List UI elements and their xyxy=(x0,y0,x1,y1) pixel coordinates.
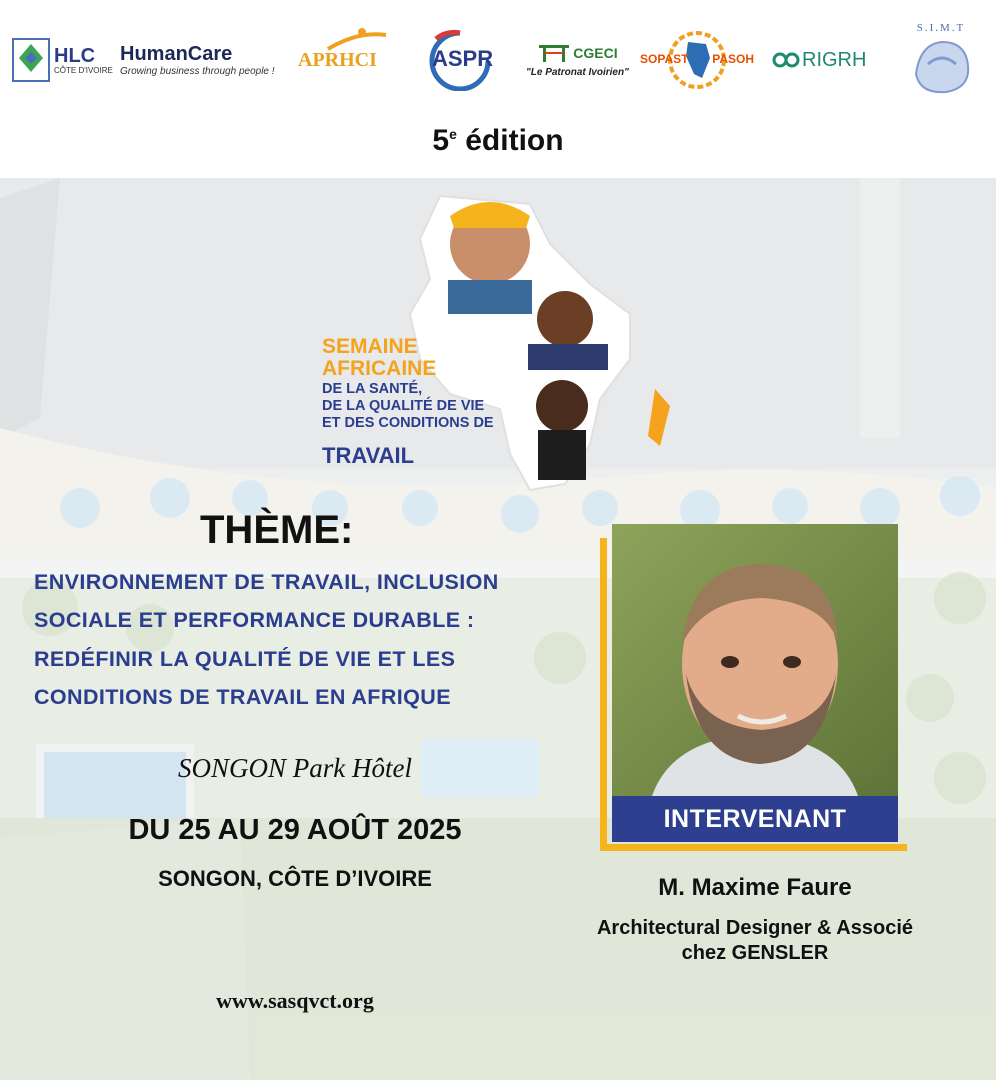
edition-label xyxy=(0,124,996,158)
cgeci-gate-icon xyxy=(537,43,571,63)
pasoh-name: PASOH xyxy=(712,52,754,66)
hlc-emblem-icon xyxy=(12,38,50,82)
sponsor-logo-strip xyxy=(0,0,996,110)
event-dates: DU 25 AU 29 AOÛT 2025 xyxy=(128,814,462,846)
edition-number: 5 xyxy=(432,124,450,157)
theme-line-3: REDÉFINIR LA QUALITÉ DE VIE ET LES xyxy=(34,647,456,671)
cgeci-tagline: "Le Patronat Ivoirien" xyxy=(526,66,629,78)
humancare-tagline: Growing business through people ! xyxy=(120,66,275,77)
aspr-name: ASPR xyxy=(432,46,494,71)
website-link[interactable]: www.sasqvct.org xyxy=(216,988,374,1013)
rigrh-logo xyxy=(772,30,866,90)
aprhci-figure-icon xyxy=(318,27,388,51)
aprhci-name: APRHCI xyxy=(298,48,377,71)
theme-line-4: CONDITIONS DE TRAVAIL EN AFRIQUE xyxy=(34,685,451,709)
event-city: SONGON, CÔTE D’IVOIRE xyxy=(158,866,432,891)
edition-suffix: e xyxy=(449,126,457,142)
theme-title: THÈME: xyxy=(200,508,354,552)
simt-name: S.I.M.T xyxy=(916,22,966,34)
theme-line-2: SOCIALE ET PERFORMANCE DURABLE : xyxy=(34,608,475,632)
hlc-name: HLC xyxy=(54,44,96,67)
aspr-logo xyxy=(420,30,500,90)
aprhci-logo xyxy=(298,30,377,90)
speaker-role-line2: chez GENSLER xyxy=(681,942,829,964)
speaker-photo xyxy=(612,524,898,796)
event-logo-subtitle xyxy=(322,381,494,432)
humancare-logo xyxy=(120,30,275,90)
rigrh-loop-icon xyxy=(772,50,800,70)
humancare-name: HumanCare xyxy=(120,43,233,65)
event-logo-title xyxy=(322,336,436,380)
hlc-logo xyxy=(12,30,113,90)
event-logo-line1: SEMAINE xyxy=(322,335,418,358)
speaker-role xyxy=(540,916,970,966)
event-logo-line5: ET DES CONDITIONS DE xyxy=(322,415,494,431)
hlc-sub: CÔTE D'IVOIRE xyxy=(54,65,113,75)
event-logo-line6: TRAVAIL xyxy=(322,443,415,468)
event-logo-line4: DE LA QUALITÉ DE VIE xyxy=(322,398,485,414)
speaker-band: INTERVENANT xyxy=(612,796,898,842)
speaker-portrait-illustration xyxy=(612,524,898,796)
event-logo-line2: AFRICAINE xyxy=(322,357,437,380)
sopast-name: SOPAST xyxy=(640,52,689,66)
event-logo-line3: DE LA SANTÉ, xyxy=(322,381,423,397)
rigrh-name: RIGRH xyxy=(802,48,867,71)
edition-word: édition xyxy=(465,124,564,157)
theme-line-1: ENVIRONNEMENT DE TRAVAIL, INCLUSION xyxy=(34,570,499,594)
cgeci-name: CGECI xyxy=(573,44,618,61)
simt-logo xyxy=(906,22,976,98)
simt-figure-icon xyxy=(906,34,976,96)
venue-name: SONGON Park Hôtel xyxy=(178,753,412,783)
cgeci-logo xyxy=(526,30,629,90)
speaker-role-line1: Architectural Designer & Associé xyxy=(596,917,914,939)
speaker-name: M. Maxime Faure xyxy=(658,874,852,901)
sopast-pasoh-logo xyxy=(640,30,754,90)
